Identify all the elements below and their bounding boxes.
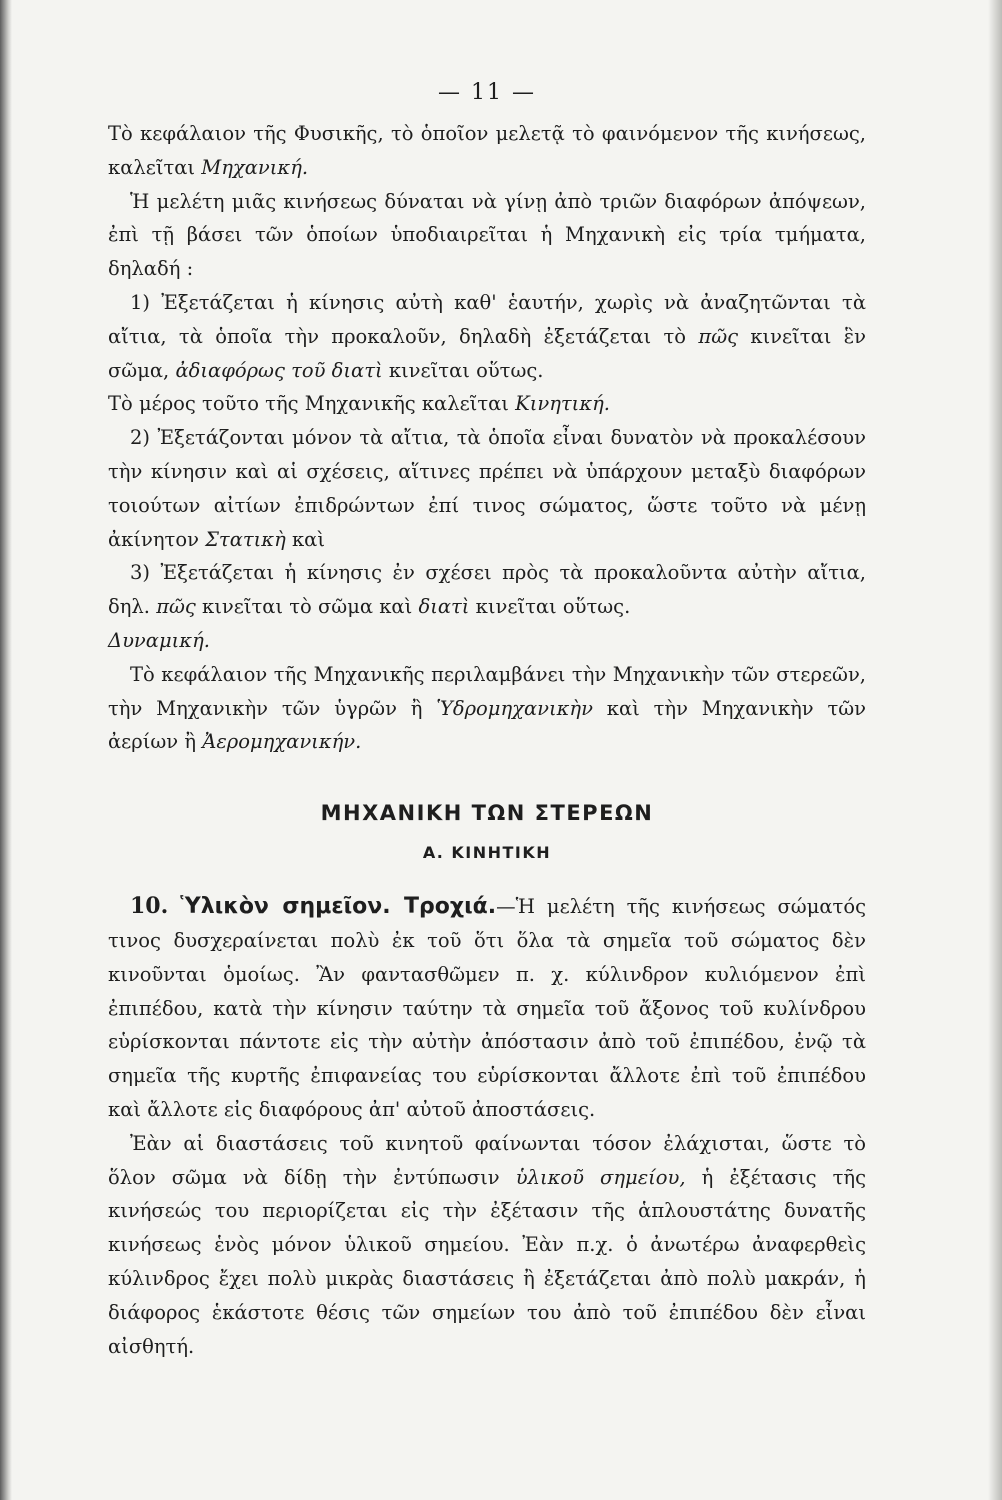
chapter-paragraph	[108, 658, 866, 759]
material-point-term: ὑλικοῦ σημείου,	[515, 1165, 686, 1189]
item-3-pos: πῶς	[156, 595, 196, 619]
page-content	[108, 80, 866, 1363]
item-1-mid: κινεῖται ἓν σῶμα,	[108, 324, 867, 382]
section-10-paragraph	[108, 890, 866, 1127]
hydromechanics-term: Ὑδρομηχανικὴν	[436, 696, 593, 720]
page-number: — 11 —	[438, 80, 536, 105]
item-2-end: καὶ	[291, 527, 325, 551]
aeromechanics-term: Ἀερομηχανικήν.	[202, 730, 362, 754]
mechanics-term: Μηχανική.	[201, 155, 309, 179]
item-3-paragraph	[108, 556, 866, 624]
last-paragraph	[108, 1127, 866, 1364]
kinetics-text: Τὸ μέρος τοῦτο τῆς Μηχανικῆς καλεῖται	[108, 392, 509, 416]
kinetics-paragraph	[108, 387, 866, 421]
item-3-text: 3) Ἐξετάζεται ἡ κίνησις ἐν σχέσει πρὸς τὰ προκαλοῦντα αὐτὴν αἴτια, δηλ.	[108, 561, 866, 619]
subsection-heading: Α. ΚΙΝΗΤΙΚΗ	[422, 843, 552, 863]
last-rest: ἡ ἐξέτασις τῆς κινήσεώς του περιορίζεται εἰς τὴν ἐξέτασιν τῆς ἁπλουστάτης δυνατῆς κινήσεως ἑνὸς μόνον ὑλικοῦ σημείου. Ἐὰν π.χ. ὁ ἀνωτέρω ἀναφερθεὶς κύλινδρος ἔχει πολὺ μικρὰς διαστάσεις ἢ ἐξετάζεται ἀπὸ πολὺ μακράν, ἡ διάφορος ἑκάστοτε θέσις τῶν σημείων του ἀπὸ τοῦ ἐπιπέδου δὲν εἶναι αἰσθητή.	[108, 1165, 866, 1358]
intro-paragraph	[108, 117, 866, 185]
item-3-diati: διατὶ	[418, 595, 470, 619]
item-2-text: 2) Ἐξετάζονται μόνον τὰ αἴτια, τὰ ὁποῖα εἶναι δυνατὸν νὰ προκαλέσουν τὴν κίνησιν καὶ αἱ σχέσεις, αἵτινες πρέπει νὰ ὑπάρχουν μεταξὺ διαφόρων τοιούτων αἰτίων ἐπιδρώντων ἐπί τινος σώματος, ὥστε τοῦτο νὰ μένῃ ἀκίνητον	[108, 426, 866, 551]
section-number: 10.	[130, 893, 169, 920]
statics-term: Στατικὴ	[205, 527, 286, 551]
section-heading: ΜΗΧΑΝΙΚΗ ΤΩΝ ΣΤΕΡΕΩΝ	[320, 801, 654, 826]
study-paragraph: Ἡ μελέτη μιᾶς κινήσεως δύναται νὰ γίνῃ ἀπὸ τριῶν διαφόρων ἀπόψεων, ἐπὶ τῇ βάσει τῶν ὁποίων ὑποδιαιρεῖται ἡ Μηχανικὴ εἰς τρία τμήματα, δηλαδή :	[108, 189, 866, 281]
item-2-paragraph	[108, 421, 866, 556]
item-3-end: κινεῖται οὕτως.	[475, 595, 631, 619]
page-edge-left	[0, 0, 12, 1500]
chapter-mid: καὶ τὴν Μηχανικὴν τῶν ἀερίων ἢ	[108, 696, 866, 754]
item-1-pos: πῶς	[698, 324, 739, 348]
item-1-paragraph	[108, 286, 866, 387]
section-title: Ὑλικὸν σημεῖον. Τροχιά.	[180, 894, 497, 920]
item-1-text: 1) Ἐξετάζεται ἡ κίνησις αὐτὴ καθ' ἑαυτήν, χωρὶς νὰ ἀναζητῶνται τὰ αἴτια, τὰ ὁποῖα τὴν προκαλοῦν, δηλαδὴ ἐξετάζεται τὸ	[108, 290, 866, 348]
section-10-text: —Ἡ μελέτη τῆς κινήσεως σώματός τινος δυσχεραίνεται πολὺ ἐκ τοῦ ὅτι ὅλα τὰ σημεῖα τοῦ σώματος δὲν κινοῦνται ὁμοίως. Ἂν φαντασθῶμεν π. χ. κύλινδρον κυλιόμενον ἐπὶ ἐπιπέδου, κατὰ τὴν κίνησιν ταύτην τὰ σημεῖα τοῦ ἄξονος τοῦ κυλίνδρου εὑρίσκονται πάντοτε εἰς τὴν αὐτὴν ἀπόστασιν ἀπὸ τοῦ ἐπιπέδου, ἐνῷ τὰ σημεῖα τῆς κυρτῆς ἐπιφανείας του εὑρίσκονται ἄλλοτε ἐπὶ τοῦ ἐπιπέδου καὶ ἄλλοτε εἰς διαφόρους ἀπ' αὐτοῦ ἀποστάσεις.	[108, 895, 866, 1121]
dynamics-paragraph	[108, 624, 866, 658]
intro-text: Τὸ κεφάλαιον τῆς Φυσικῆς, τὸ ὁποῖον μελετᾷ τὸ φαινόμενον τῆς κινήσεως, καλεῖται	[108, 122, 866, 179]
item-1-end: κινεῖται οὕτως.	[388, 358, 544, 382]
page-edge-right	[988, 0, 1002, 1500]
chapter-text: Τὸ κεφάλαιον τῆς Μηχανικῆς περιλαμβάνει τὴν Μηχανικὴν τῶν στερεῶν, τὴν Μηχανικὴν τῶν ὑγρῶν ἢ	[108, 662, 866, 720]
item-1-adiaphoros: ἀδιαφόρως τοῦ διατὶ	[175, 358, 383, 382]
kinetics-term: Κινητική.	[515, 392, 610, 416]
last-text: Ἐὰν αἱ διαστάσεις τοῦ κινητοῦ φαίνωνται τόσον ἐλάχισται, ὥστε τὸ ὅλον σῶμα νὰ δίδῃ τὴν ἐντύπωσιν	[108, 1131, 866, 1189]
dynamics-term: Δυναμική.	[108, 628, 210, 652]
item-3-mid: κινεῖται τὸ σῶμα καὶ	[202, 595, 413, 619]
